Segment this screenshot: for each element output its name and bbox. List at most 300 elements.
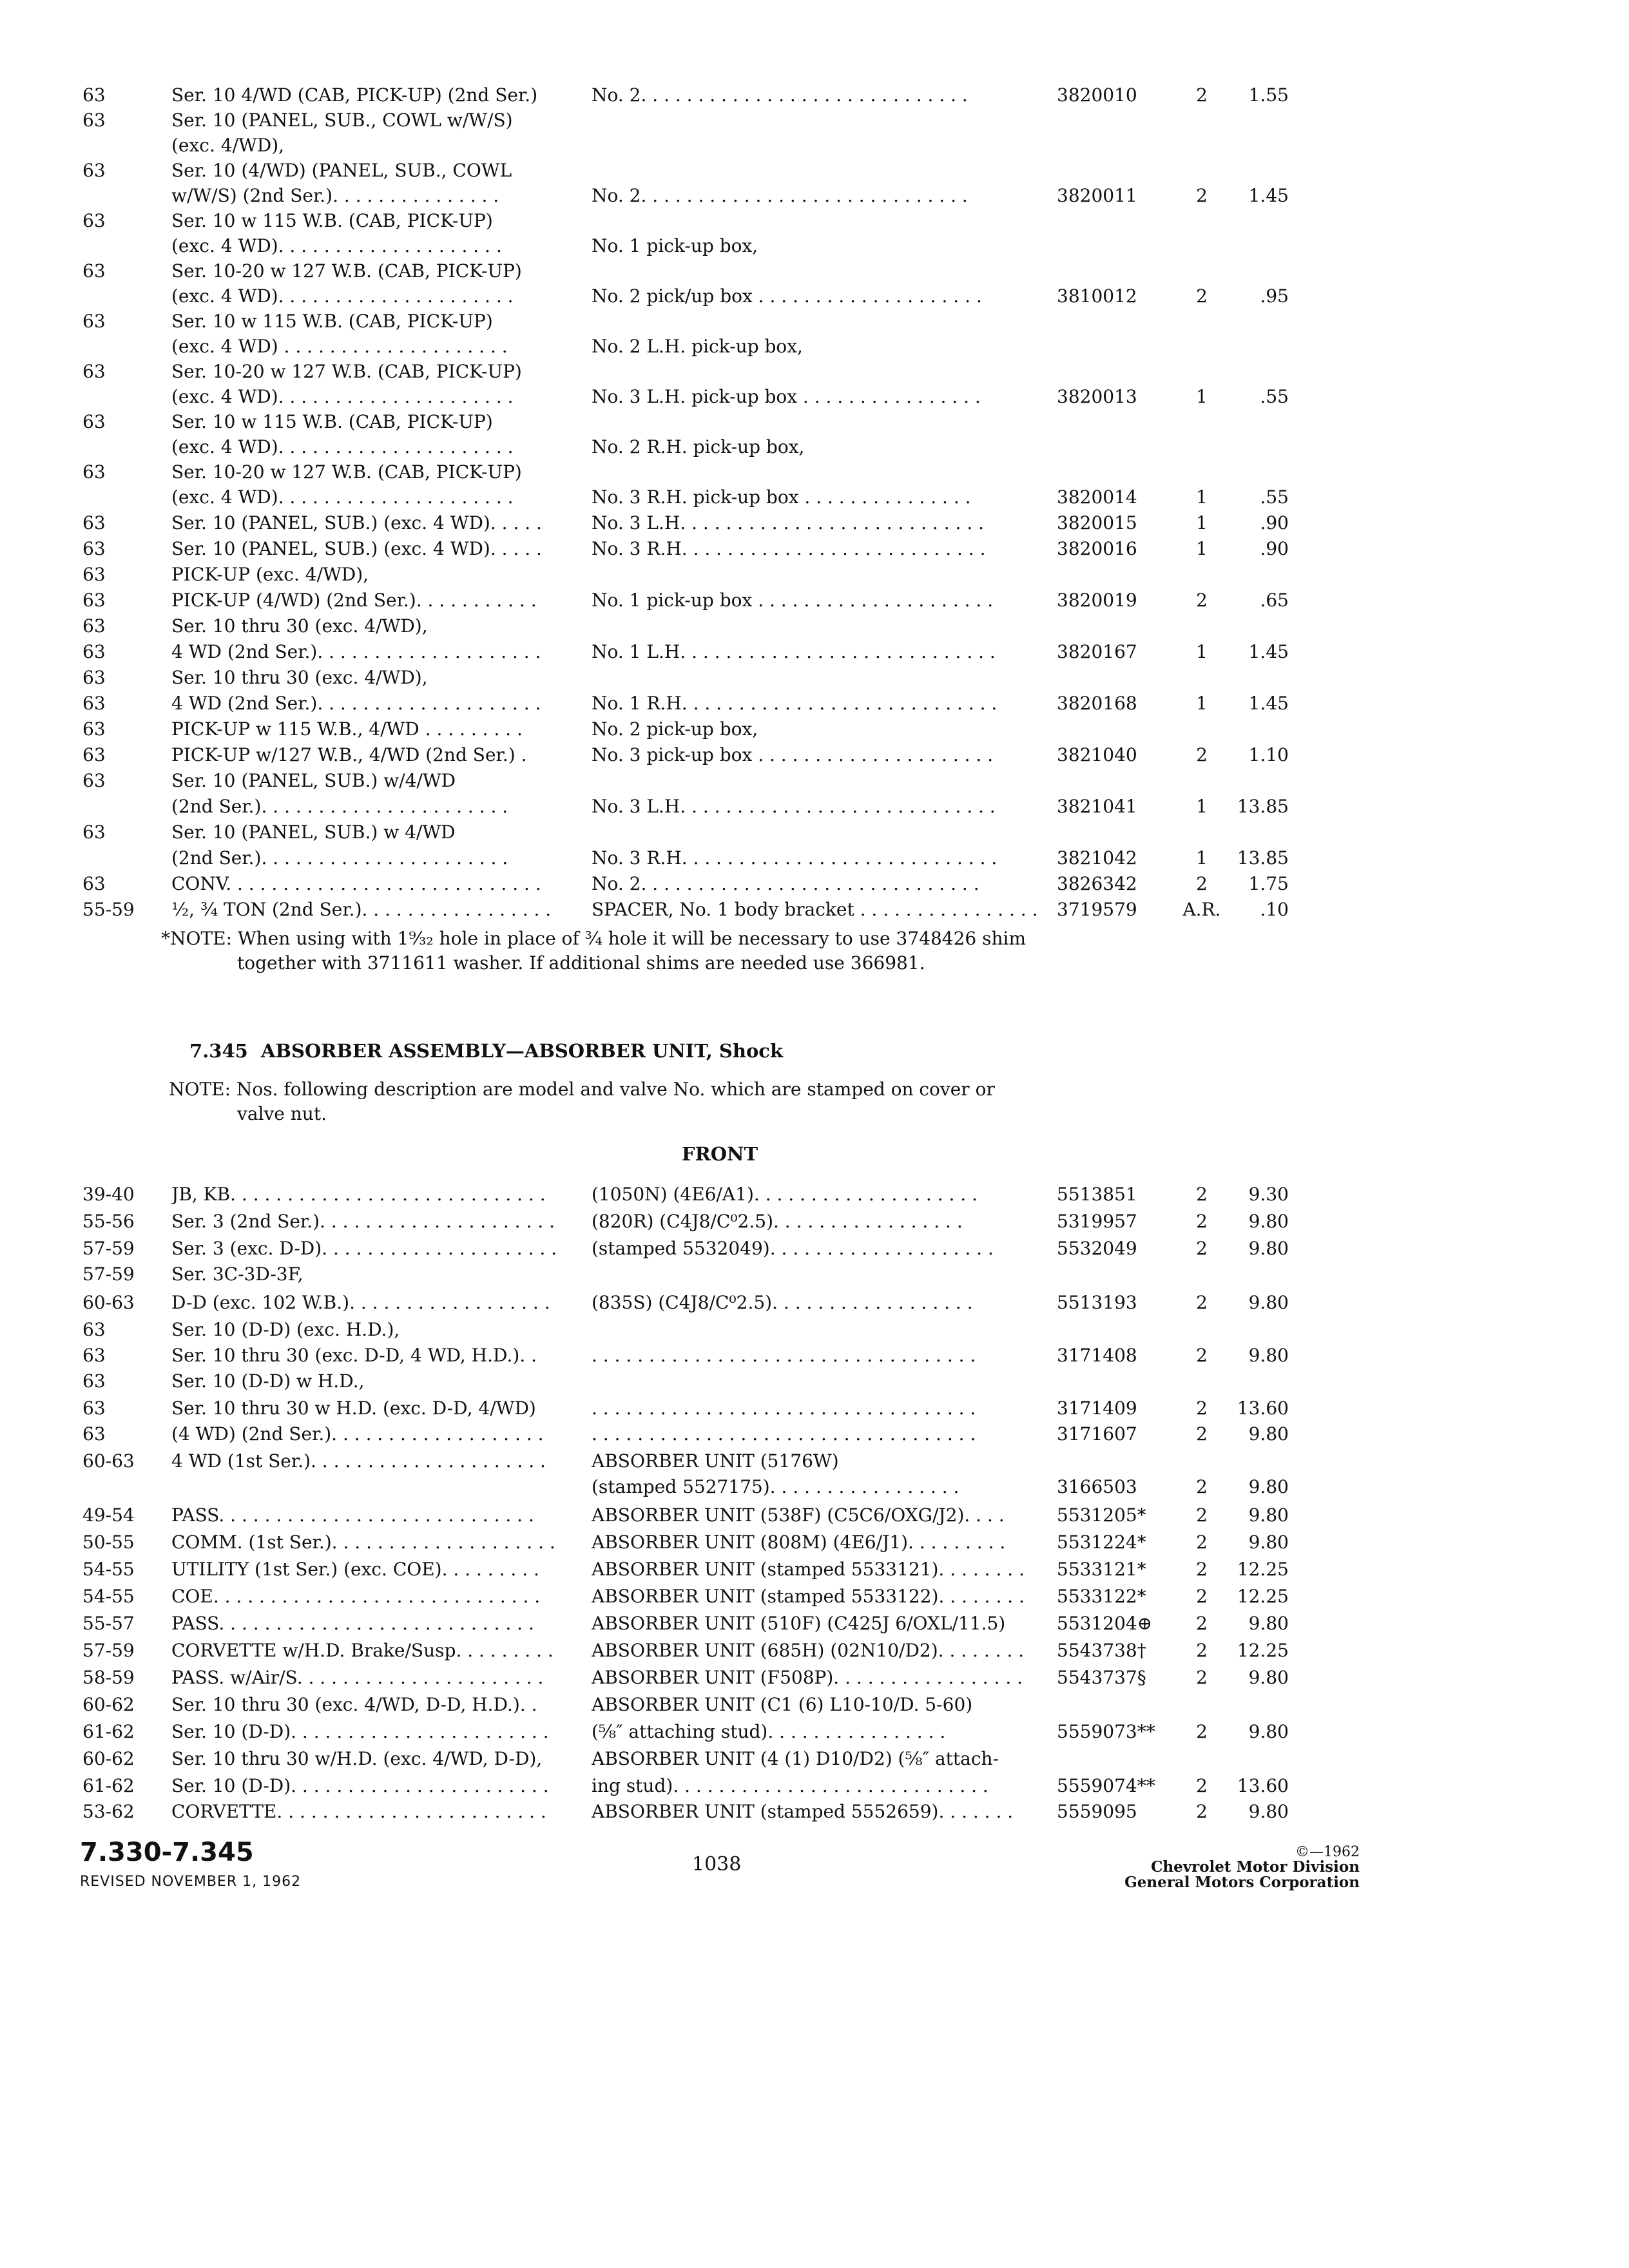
table-row: [0, 1773, 1629, 1799]
year-cell: 60-63: [82, 1292, 135, 1313]
description-cell: No. 2 pick/up box . . . . . . . . . . . . . . . . . . . .: [592, 285, 982, 307]
description-cell: ABSORBER UNIT (5176W): [592, 1450, 839, 1472]
year-cell: 63: [82, 260, 106, 282]
part-number-cell: 3820019: [1057, 590, 1137, 611]
table-row: [0, 588, 1629, 613]
model-cell: (exc. 4/WD),: [171, 135, 285, 156]
part-number-cell: 5531204⊕: [1057, 1613, 1153, 1634]
table-row: [0, 133, 1629, 159]
table-row: [0, 613, 1629, 639]
description-cell: . . . . . . . . . . . . . . . . . . . . . . . . . . . . . . . . . .: [592, 1398, 976, 1419]
year-cell: 63: [82, 160, 106, 181]
table-row: [0, 1530, 1629, 1555]
description-cell: ABSORBER UNIT (stamped 5533121). . . . . . . .: [592, 1559, 1025, 1580]
model-cell: CORVETTE w/H.D. Brake/Susp. . . . . . . . .: [171, 1640, 554, 1661]
description-cell: ABSORBER UNIT (808M) (4E6/J1). . . . . . . . .: [592, 1532, 1006, 1553]
price-cell: .95: [1260, 285, 1289, 307]
table-row: [0, 1317, 1629, 1343]
description-cell: No. 3 R.H. . . . . . . . . . . . . . . . . . . . . . . . . . . .: [592, 847, 998, 869]
table-row: [0, 897, 1629, 923]
part-number-cell: 5559073**: [1057, 1721, 1155, 1742]
model-cell: w/W/S) (2nd Ser.). . . . . . . . . . . . . . .: [171, 185, 499, 206]
description-cell: No. 2 R.H. pick-up box,: [592, 436, 805, 457]
year-cell: 63: [82, 512, 106, 533]
part-number-cell: 3820015: [1057, 512, 1137, 533]
price-cell: 9.80: [1248, 1345, 1289, 1366]
year-cell: 39-40: [82, 1184, 135, 1205]
table-row: [0, 434, 1629, 460]
price-cell: .55: [1260, 486, 1289, 508]
model-cell: Ser. 10 thru 30 (exc. D-D, 4 WD, H.D.). .: [171, 1345, 537, 1366]
quantity-cell: 2: [1196, 1238, 1208, 1259]
model-cell: Ser. 10 (PANEL, SUB.) w/4/WD: [171, 770, 456, 791]
table-row: [0, 1557, 1629, 1582]
model-cell: Ser. 3 (2nd Ser.). . . . . . . . . . . . . . . . . . . . .: [171, 1211, 555, 1232]
quantity-cell: 2: [1196, 1184, 1208, 1205]
table-row: [0, 1421, 1629, 1447]
part-number-cell: 5532049: [1057, 1238, 1137, 1259]
model-cell: PICK-UP w 115 W.B., 4/WD . . . . . . . . .: [171, 718, 523, 740]
year-cell: 57-59: [82, 1640, 135, 1661]
price-cell: 9.80: [1248, 1721, 1289, 1742]
table-row: [0, 409, 1629, 435]
model-cell: (exc. 4 WD). . . . . . . . . . . . . . . . . . . . .: [171, 486, 514, 508]
description-cell: (820R) (C4J8/C⁰2.5). . . . . . . . . . . . . . . . .: [592, 1211, 963, 1232]
table-row: [0, 716, 1629, 742]
quantity-cell: 2: [1196, 1801, 1208, 1822]
year-cell: 63: [82, 718, 106, 740]
model-cell: (2nd Ser.). . . . . . . . . . . . . . . . . . . . . .: [171, 847, 508, 869]
price-cell: 12.25: [1237, 1559, 1289, 1580]
year-cell: 63: [82, 411, 106, 432]
table-row: [0, 845, 1629, 871]
table-row: [0, 1474, 1629, 1500]
table-row: [0, 1746, 1629, 1772]
part-number-cell: 3820013: [1057, 386, 1137, 407]
table-row: [0, 208, 1629, 234]
table-row: [0, 1369, 1629, 1394]
description-cell: No. 2 L.H. pick-up box,: [592, 336, 803, 357]
model-cell: CORVETTE. . . . . . . . . . . . . . . . . . . . . . . .: [171, 1801, 546, 1822]
year-cell: 63: [82, 1423, 106, 1445]
quantity-cell: 2: [1196, 1775, 1208, 1796]
year-cell: 54-55: [82, 1559, 135, 1580]
model-cell: (2nd Ser.). . . . . . . . . . . . . . . . . . . . . .: [171, 796, 508, 817]
section-note-line-2: valve nut.: [237, 1103, 327, 1124]
description-cell: (1050N) (4E6/A1). . . . . . . . . . . . . . . . . . . .: [592, 1184, 978, 1205]
price-cell: 9.80: [1248, 1613, 1289, 1634]
year-cell: 63: [82, 744, 106, 765]
quantity-cell: 2: [1196, 1586, 1208, 1607]
table-row: [0, 1182, 1629, 1207]
year-cell: 63: [82, 641, 106, 662]
price-cell: 12.25: [1237, 1640, 1289, 1661]
part-number-cell: 5543738†: [1057, 1640, 1146, 1661]
year-cell: 63: [82, 1319, 106, 1340]
table-row: [0, 384, 1629, 410]
price-cell: 1.55: [1248, 84, 1289, 106]
quantity-cell: 2: [1196, 1423, 1208, 1445]
price-cell: 13.85: [1237, 796, 1289, 817]
part-number-cell: 5531205*: [1057, 1504, 1146, 1526]
quantity-cell: 2: [1196, 1211, 1208, 1232]
description-cell: ABSORBER UNIT (538F) (C5C6/OXG/J2). . . .: [592, 1504, 1005, 1526]
quantity-cell: 2: [1196, 185, 1208, 206]
year-cell: 63: [82, 210, 106, 231]
table-row: [0, 536, 1629, 562]
description-cell: No. 1 pick-up box,: [592, 235, 758, 256]
description-cell: No. 3 R.H. pick-up box . . . . . . . . . . . . . . .: [592, 486, 971, 508]
price-cell: 1.45: [1248, 185, 1289, 206]
table-row: [0, 485, 1629, 510]
year-cell: 63: [82, 873, 106, 894]
quantity-cell: 2: [1196, 1559, 1208, 1580]
quantity-cell: 2: [1196, 1292, 1208, 1313]
table-row: [0, 639, 1629, 665]
price-cell: 9.80: [1248, 1292, 1289, 1313]
description-cell: No. 3 R.H. . . . . . . . . . . . . . . . . . . . . . . . . . .: [592, 538, 986, 559]
year-cell: 60-63: [82, 1450, 135, 1472]
quantity-cell: 2: [1196, 744, 1208, 765]
part-number-cell: 5533122*: [1057, 1586, 1146, 1607]
model-cell: Ser. 10 4/WD (CAB, PICK-UP) (2nd Ser.): [171, 84, 538, 106]
part-number-cell: 3821040: [1057, 744, 1137, 765]
description-cell: (835S) (C4J8/C⁰2.5). . . . . . . . . . . . . . . . . .: [592, 1292, 973, 1313]
description-cell: ABSORBER UNIT (F508P). . . . . . . . . . . . . . . . .: [592, 1667, 1023, 1688]
description-cell: . . . . . . . . . . . . . . . . . . . . . . . . . . . . . . . . . .: [592, 1423, 976, 1445]
model-cell: Ser. 10 (D-D) w H.D.,: [171, 1370, 365, 1392]
table-row: [0, 1209, 1629, 1235]
price-cell: 13.85: [1237, 847, 1289, 869]
description-cell: No. 1 R.H. . . . . . . . . . . . . . . . . . . . . . . . . . . .: [592, 693, 998, 714]
table-row: [0, 1638, 1629, 1664]
quantity-cell: 2: [1196, 1667, 1208, 1688]
table-row: [0, 1665, 1629, 1691]
table-row: [0, 871, 1629, 897]
table-row: [0, 183, 1629, 209]
model-cell: Ser. 10 (D-D). . . . . . . . . . . . . . . . . . . . . . .: [171, 1775, 549, 1796]
table-row: [0, 1290, 1629, 1316]
description-cell: ABSORBER UNIT (C1 (6) L10-10/D. 5-60): [592, 1694, 973, 1715]
part-number-cell: 3821041: [1057, 796, 1137, 817]
quantity-cell: 1: [1196, 796, 1208, 817]
price-cell: 12.25: [1237, 1586, 1289, 1607]
price-cell: 9.80: [1248, 1532, 1289, 1553]
model-cell: PICK-UP w/127 W.B., 4/WD (2nd Ser.) .: [171, 744, 527, 765]
table-row: [0, 510, 1629, 536]
model-cell: Ser. 10-20 w 127 W.B. (CAB, PICK-UP): [171, 260, 522, 282]
quantity-cell: 1: [1196, 538, 1208, 559]
front-subheading: FRONT: [682, 1143, 758, 1165]
year-cell: 55-57: [82, 1613, 135, 1634]
price-cell: 1.45: [1248, 641, 1289, 662]
quantity-cell: 2: [1196, 873, 1208, 894]
model-cell: PASS. w/Air/S. . . . . . . . . . . . . . . . . . . . . .: [171, 1667, 544, 1688]
part-number-cell: 3821042: [1057, 847, 1137, 869]
description-cell: (⅝″ attaching stud). . . . . . . . . . . . . . . .: [592, 1721, 946, 1742]
quantity-cell: 2: [1196, 1398, 1208, 1419]
quantity-cell: 2: [1196, 590, 1208, 611]
description-cell: ABSORBER UNIT (stamped 5533122). . . . . . . .: [592, 1586, 1025, 1607]
table-row: [0, 309, 1629, 334]
table-row: [0, 1262, 1629, 1287]
footer-revised-date: REVISED NOVEMBER 1, 1962: [80, 1874, 302, 1890]
model-cell: 4 WD (2nd Ser.). . . . . . . . . . . . . . . . . . . .: [171, 641, 541, 662]
model-cell: Ser. 10 (D-D). . . . . . . . . . . . . . . . . . . . . . .: [171, 1721, 549, 1742]
year-cell: 63: [82, 110, 106, 131]
table-row: [0, 258, 1629, 284]
quantity-cell: 2: [1196, 285, 1208, 307]
price-cell: 9.80: [1248, 1801, 1289, 1822]
part-number-cell: 5513851: [1057, 1184, 1137, 1205]
year-cell: 55-59: [82, 899, 135, 920]
table-row: [0, 562, 1629, 588]
year-cell: 53-62: [82, 1801, 135, 1822]
part-number-cell: 3826342: [1057, 873, 1137, 894]
year-cell: 63: [82, 1370, 106, 1392]
price-cell: 9.80: [1248, 1238, 1289, 1259]
model-cell: Ser. 10-20 w 127 W.B. (CAB, PICK-UP): [171, 461, 522, 483]
description-cell: No. 2. . . . . . . . . . . . . . . . . . . . . . . . . . . . .: [592, 185, 968, 206]
table-row: [0, 1611, 1629, 1637]
price-cell: 9.30: [1248, 1184, 1289, 1205]
part-number-cell: 3820016: [1057, 538, 1137, 559]
year-cell: 63: [82, 361, 106, 382]
year-cell: 63: [82, 822, 106, 843]
year-cell: 49-54: [82, 1504, 135, 1526]
model-cell: (exc. 4 WD). . . . . . . . . . . . . . . . . . . .: [171, 235, 502, 256]
quantity-cell: 1: [1196, 486, 1208, 508]
table-row: [0, 1448, 1629, 1474]
description-cell: No. 2. . . . . . . . . . . . . . . . . . . . . . . . . . . . .: [592, 84, 968, 106]
description-cell: No. 3 L.H. pick-up box . . . . . . . . . . . . . . . .: [592, 386, 981, 407]
price-cell: 1.45: [1248, 693, 1289, 714]
table-row: [0, 1799, 1629, 1825]
model-cell: Ser. 10 thru 30 w H.D. (exc. D-D, 4/WD): [171, 1398, 536, 1419]
description-cell: ing stud). . . . . . . . . . . . . . . . . . . . . . . . . . . .: [592, 1775, 988, 1796]
part-number-cell: 3171408: [1057, 1345, 1137, 1366]
table-row: [0, 82, 1629, 108]
table-row: [0, 1236, 1629, 1262]
model-cell: D-D (exc. 102 W.B.). . . . . . . . . . . . . . . . . .: [171, 1292, 550, 1313]
quantity-cell: 1: [1196, 641, 1208, 662]
model-cell: Ser. 10-20 w 127 W.B. (CAB, PICK-UP): [171, 361, 522, 382]
model-cell: Ser. 10 thru 30 (exc. 4/WD),: [171, 667, 428, 688]
model-cell: Ser. 10 (PANEL, SUB.) w 4/WD: [171, 822, 456, 843]
model-cell: (exc. 4 WD). . . . . . . . . . . . . . . . . . . . .: [171, 285, 514, 307]
model-cell: Ser. 10 (D-D) (exc. H.D.),: [171, 1319, 400, 1340]
model-cell: PICK-UP (4/WD) (2nd Ser.). . . . . . . . . . .: [171, 590, 537, 611]
model-cell: (exc. 4 WD) . . . . . . . . . . . . . . . . . . . .: [171, 336, 508, 357]
description-cell: No. 3 pick-up box . . . . . . . . . . . . . . . . . . . . .: [592, 744, 994, 765]
description-cell: No. 2. . . . . . . . . . . . . . . . . . . . . . . . . . . . . .: [592, 873, 979, 894]
part-number-cell: 3719579: [1057, 899, 1137, 920]
section-note-line-1: NOTE: Nos. following description are model and valve No. which are stamped on cover or: [169, 1079, 995, 1100]
model-cell: Ser. 10 (PANEL, SUB.) (exc. 4 WD). . . . .: [171, 512, 542, 533]
section-number: 7.345: [189, 1040, 248, 1062]
description-cell: . . . . . . . . . . . . . . . . . . . . . . . . . . . . . . . . . .: [592, 1345, 976, 1366]
table-row: [0, 665, 1629, 691]
table-row: [0, 768, 1629, 794]
table-row: [0, 158, 1629, 184]
footer-copyright: ©—1962: [1295, 1844, 1360, 1860]
table-row: [0, 1396, 1629, 1421]
model-cell: UTILITY (1st Ser.) (exc. COE). . . . . . . . .: [171, 1559, 539, 1580]
description-cell: No. 1 pick-up box . . . . . . . . . . . . . . . . . . . . .: [592, 590, 994, 611]
table-row: [0, 1692, 1629, 1718]
description-cell: ABSORBER UNIT (stamped 5552659). . . . . . .: [592, 1801, 1014, 1822]
model-cell: ½, ¾ TON (2nd Ser.). . . . . . . . . . . . . . . . .: [171, 899, 552, 920]
quantity-cell: 2: [1196, 1640, 1208, 1661]
table-row: [0, 334, 1629, 360]
table-row: [0, 233, 1629, 259]
model-cell: PICK-UP (exc. 4/WD),: [171, 564, 369, 585]
table-row: [0, 1584, 1629, 1610]
year-cell: 63: [82, 667, 106, 688]
part-number-cell: 3820014: [1057, 486, 1137, 508]
model-cell: (exc. 4 WD). . . . . . . . . . . . . . . . . . . . .: [171, 386, 514, 407]
description-cell: ABSORBER UNIT (510F) (C425J 6/OXL/11.5): [592, 1613, 1006, 1634]
model-cell: 4 WD (2nd Ser.). . . . . . . . . . . . . . . . . . . .: [171, 693, 541, 714]
year-cell: 63: [82, 770, 106, 791]
model-cell: COE. . . . . . . . . . . . . . . . . . . . . . . . . . . . .: [171, 1586, 541, 1607]
table-row: [0, 820, 1629, 845]
shim-note-line-1: *NOTE: When using with 1⁹⁄₃₂ hole in place of ¾ hole it will be necessary to use 3748426 shim: [161, 928, 1027, 949]
shim-note-line-2: together with 3711611 washer. If additional shims are needed use 366981.: [237, 952, 925, 974]
part-number-cell: 5319957: [1057, 1211, 1137, 1232]
model-cell: Ser. 10 thru 30 (exc. 4/WD),: [171, 615, 428, 637]
footer-section-range: 7.330-7.345: [80, 1838, 254, 1867]
price-cell: 9.80: [1248, 1211, 1289, 1232]
table-row: [0, 359, 1629, 385]
model-cell: Ser. 10 (4/WD) (PANEL, SUB., COWL: [171, 160, 512, 181]
part-number-cell: 5513193: [1057, 1292, 1137, 1313]
quantity-cell: 2: [1196, 1532, 1208, 1553]
quantity-cell: 1: [1196, 847, 1208, 869]
price-cell: 1.10: [1248, 744, 1289, 765]
model-cell: PASS. . . . . . . . . . . . . . . . . . . . . . . . . . . .: [171, 1504, 534, 1526]
description-cell: No. 3 L.H. . . . . . . . . . . . . . . . . . . . . . . . . . . .: [592, 796, 996, 817]
part-number-cell: 3171607: [1057, 1423, 1137, 1445]
description-cell: No. 1 L.H. . . . . . . . . . . . . . . . . . . . . . . . . . . .: [592, 641, 996, 662]
footer-page-number: 1038: [692, 1853, 742, 1876]
description-cell: (stamped 5532049). . . . . . . . . . . . . . . . . . . .: [592, 1238, 994, 1259]
quantity-cell: 2: [1196, 1476, 1208, 1497]
year-cell: 63: [82, 311, 106, 332]
model-cell: Ser. 10 w 115 W.B. (CAB, PICK-UP): [171, 210, 493, 231]
quantity-cell: A.R.: [1182, 899, 1221, 920]
part-number-cell: 3820011: [1057, 185, 1137, 206]
price-cell: 9.80: [1248, 1423, 1289, 1445]
part-number-cell: 5559095: [1057, 1801, 1137, 1822]
model-cell: (exc. 4 WD). . . . . . . . . . . . . . . . . . . . .: [171, 436, 514, 457]
year-cell: 63: [82, 693, 106, 714]
price-cell: .90: [1260, 538, 1289, 559]
part-number-cell: 5559074**: [1057, 1775, 1155, 1796]
description-cell: No. 3 L.H. . . . . . . . . . . . . . . . . . . . . . . . . . .: [592, 512, 985, 533]
model-cell: Ser. 10 (PANEL, SUB., COWL w/W/S): [171, 110, 513, 131]
table-row: [0, 1503, 1629, 1528]
year-cell: 63: [82, 615, 106, 637]
price-cell: .10: [1260, 899, 1289, 920]
quantity-cell: 1: [1196, 386, 1208, 407]
table-row: [0, 284, 1629, 309]
quantity-cell: 2: [1196, 1613, 1208, 1634]
year-cell: 61-62: [82, 1775, 135, 1796]
year-cell: 63: [82, 461, 106, 483]
description-cell: ABSORBER UNIT (685H) (02N10/D2). . . . . . . .: [592, 1640, 1025, 1661]
footer-corporation: General Motors Corporation: [1124, 1874, 1360, 1891]
model-cell: (4 WD) (2nd Ser.). . . . . . . . . . . . . . . . . . .: [171, 1423, 544, 1445]
model-cell: Ser. 3C-3D-3F,: [171, 1264, 304, 1285]
year-cell: 61-62: [82, 1721, 135, 1742]
year-cell: 60-62: [82, 1748, 135, 1769]
year-cell: 50-55: [82, 1532, 135, 1553]
price-cell: .90: [1260, 512, 1289, 533]
model-cell: COMM. (1st Ser.). . . . . . . . . . . . . . . . . . . .: [171, 1532, 555, 1553]
quantity-cell: 2: [1196, 1504, 1208, 1526]
price-cell: 9.80: [1248, 1476, 1289, 1497]
model-cell: Ser. 10 w 115 W.B. (CAB, PICK-UP): [171, 311, 493, 332]
part-number-cell: 3820167: [1057, 641, 1137, 662]
part-number-cell: 3820168: [1057, 693, 1137, 714]
model-cell: 4 WD (1st Ser.). . . . . . . . . . . . . . . . . . . . .: [171, 1450, 546, 1472]
year-cell: 63: [82, 564, 106, 585]
part-number-cell: 5543737§: [1057, 1667, 1146, 1688]
description-cell: No. 2 pick-up box,: [592, 718, 758, 740]
year-cell: 63: [82, 590, 106, 611]
year-cell: 63: [82, 538, 106, 559]
part-number-cell: 3166503: [1057, 1476, 1137, 1497]
year-cell: 58-59: [82, 1667, 135, 1688]
table-row: [0, 691, 1629, 716]
price-cell: 9.80: [1248, 1504, 1289, 1526]
table-row: [0, 108, 1629, 133]
quantity-cell: 2: [1196, 1345, 1208, 1366]
quantity-cell: 1: [1196, 693, 1208, 714]
part-number-cell: 3171409: [1057, 1398, 1137, 1419]
price-cell: .65: [1260, 590, 1289, 611]
model-cell: Ser. 3 (exc. D-D). . . . . . . . . . . . . . . . . . . . .: [171, 1238, 557, 1259]
table-row: [0, 1719, 1629, 1745]
model-cell: PASS. . . . . . . . . . . . . . . . . . . . . . . . . . . .: [171, 1613, 534, 1634]
price-cell: 13.60: [1237, 1775, 1289, 1796]
model-cell: CONV. . . . . . . . . . . . . . . . . . . . . . . . . . . .: [171, 873, 541, 894]
year-cell: 57-59: [82, 1264, 135, 1285]
year-cell: 55-56: [82, 1211, 135, 1232]
price-cell: 13.60: [1237, 1398, 1289, 1419]
price-cell: 1.75: [1248, 873, 1289, 894]
part-number-cell: 3810012: [1057, 285, 1137, 307]
description-cell: ABSORBER UNIT (4 (1) D10/D2) (⅝″ attach-: [592, 1748, 999, 1769]
model-cell: Ser. 10 (PANEL, SUB.) (exc. 4 WD). . . . .: [171, 538, 542, 559]
footer-division: Chevrolet Motor Division: [1151, 1858, 1360, 1876]
price-cell: 9.80: [1248, 1667, 1289, 1688]
section-heading: [189, 1040, 783, 1062]
description-cell: (stamped 5527175). . . . . . . . . . . . . . . . .: [592, 1476, 959, 1497]
year-cell: 60-62: [82, 1694, 135, 1715]
year-cell: 54-55: [82, 1586, 135, 1607]
table-row: [0, 794, 1629, 820]
section-title: ABSORBER ASSEMBLY—ABSORBER UNIT, Shock: [261, 1040, 784, 1062]
model-cell: Ser. 10 thru 30 w/H.D. (exc. 4/WD, D-D),: [171, 1748, 543, 1769]
year-cell: 57-59: [82, 1238, 135, 1259]
table-row: [0, 1343, 1629, 1369]
description-cell: SPACER, No. 1 body bracket . . . . . . . . . . . . . . . .: [592, 899, 1038, 920]
quantity-cell: 1: [1196, 512, 1208, 533]
model-cell: Ser. 10 thru 30 (exc. 4/WD, D-D, H.D.). .: [171, 1694, 537, 1715]
price-cell: .55: [1260, 386, 1289, 407]
